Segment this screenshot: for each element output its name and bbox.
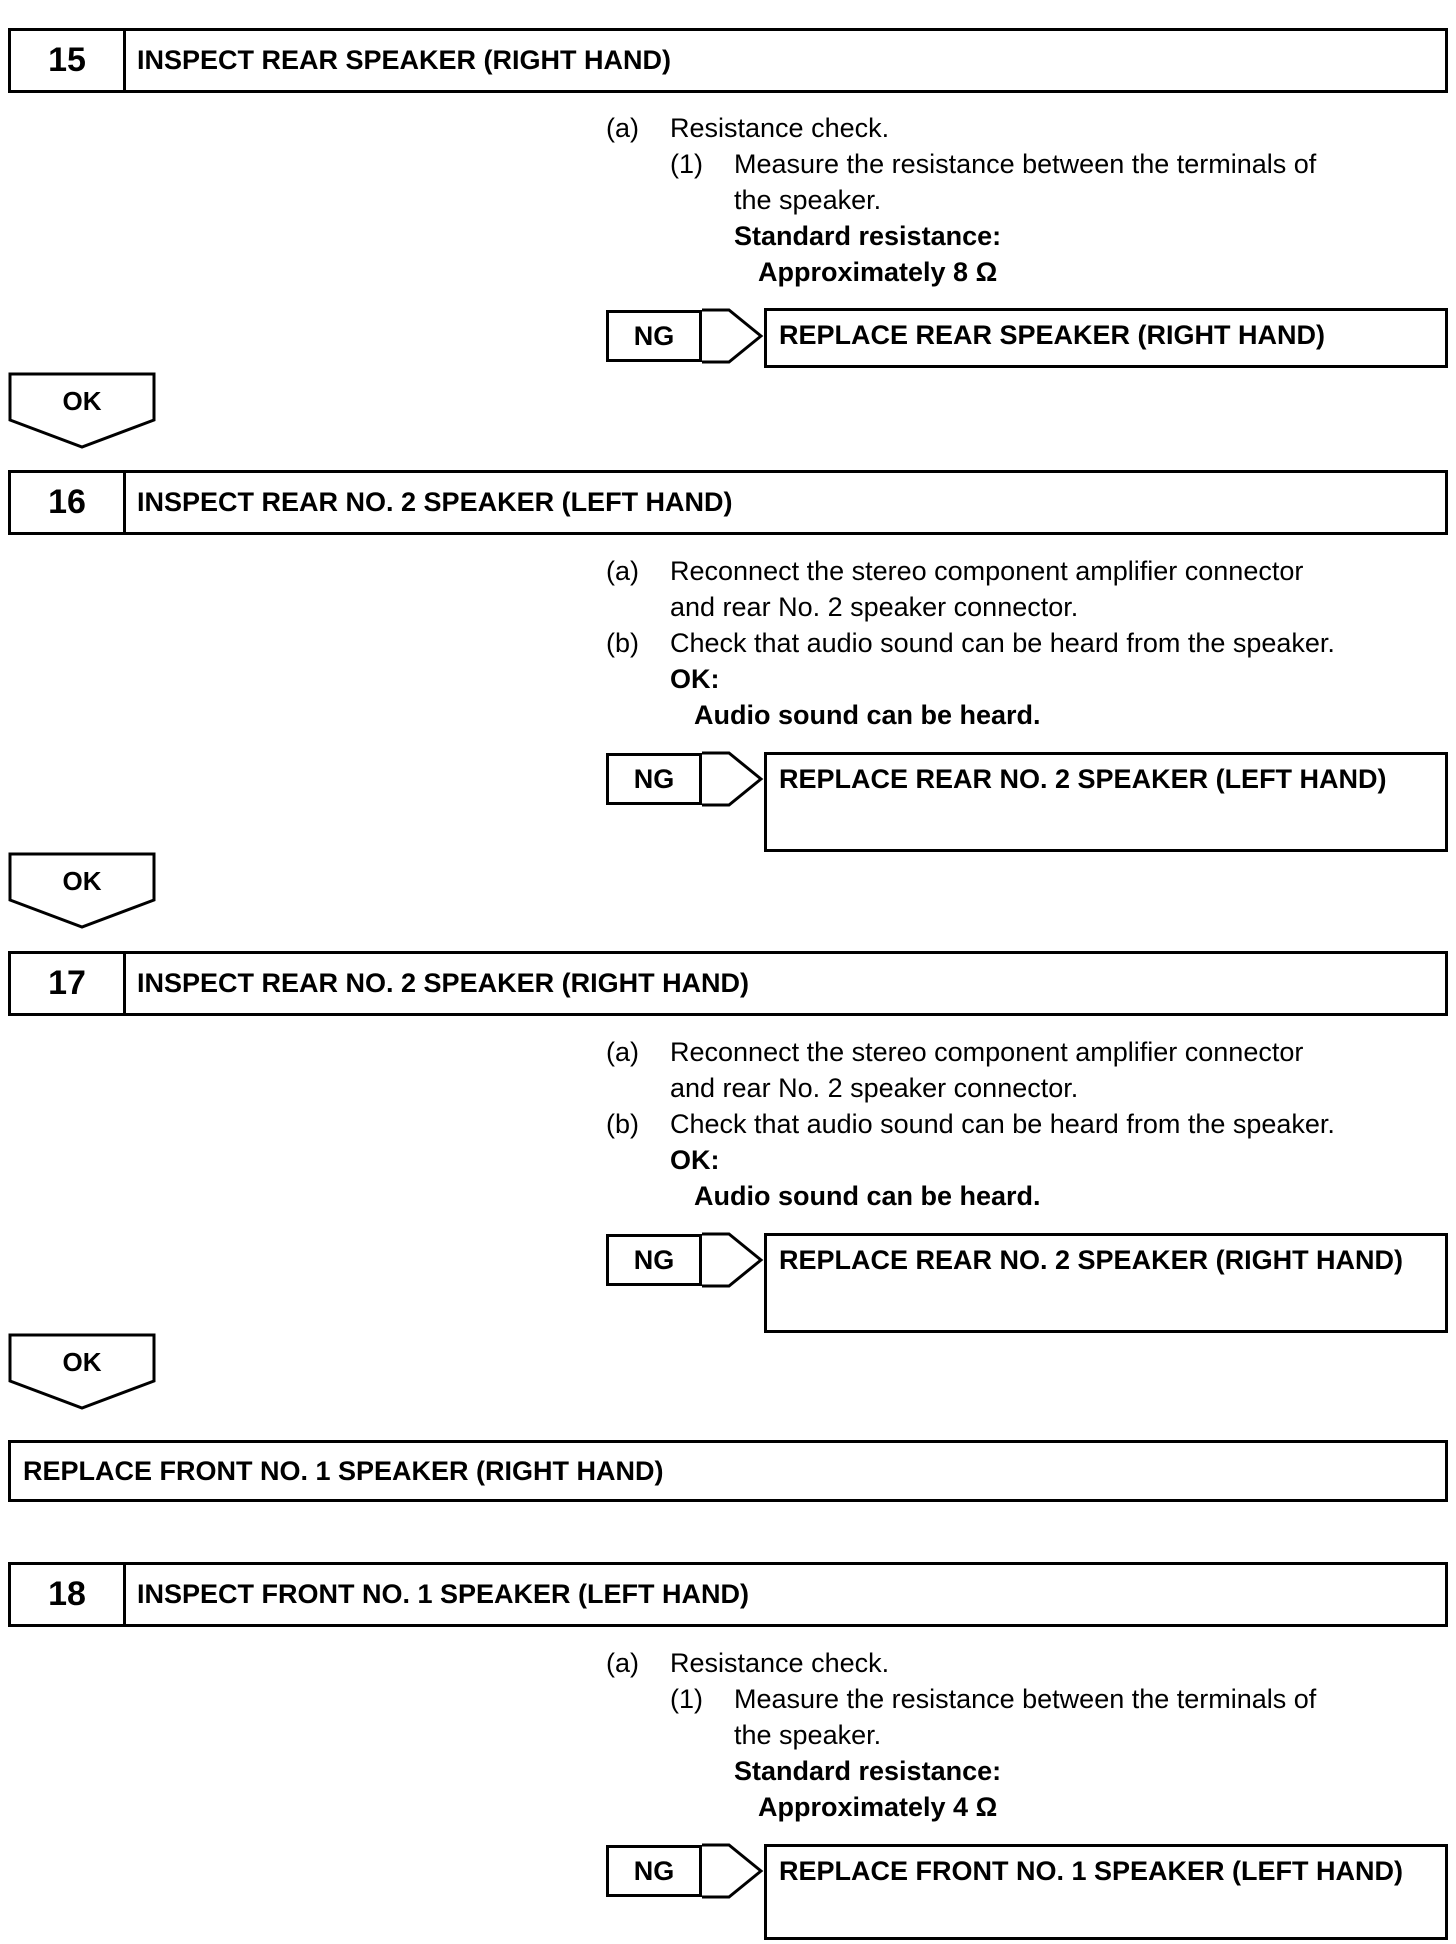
ng-action-box: REPLACE REAR NO. 2 SPEAKER (LEFT HAND) bbox=[764, 752, 1448, 852]
step-title: INSPECT REAR NO. 2 SPEAKER (LEFT HAND) bbox=[137, 487, 733, 517]
final-action-box: REPLACE FRONT NO. 1 SPEAKER (RIGHT HAND) bbox=[8, 1440, 1448, 1502]
ng-action-box: REPLACE FRONT NO. 1 SPEAKER (LEFT HAND) bbox=[764, 1844, 1448, 1940]
item-text: Measure the resistance between the terminals of bbox=[734, 149, 1317, 179]
ng-action-box: REPLACE REAR SPEAKER (RIGHT HAND) bbox=[764, 308, 1448, 368]
item-marker: (a) bbox=[606, 1037, 639, 1067]
step-number: 16 bbox=[11, 473, 126, 532]
ng-arrow-icon bbox=[699, 750, 765, 808]
ok-label: OK bbox=[62, 1347, 102, 1377]
item-text: Reconnect the stereo component amplifier connector bbox=[670, 556, 1304, 586]
spec-value: Audio sound can be heard. bbox=[694, 1181, 1041, 1211]
ng-arrow-icon bbox=[699, 1231, 765, 1289]
item-marker: (a) bbox=[606, 113, 639, 143]
item-text: Measure the resistance between the terminals of bbox=[734, 1684, 1317, 1714]
item-text: Check that audio sound can be heard from the speaker. bbox=[670, 628, 1335, 658]
step-number: 17 bbox=[11, 954, 126, 1013]
ok-label: OK bbox=[62, 866, 102, 896]
item-marker: (b) bbox=[606, 628, 639, 658]
item-text: the speaker. bbox=[734, 1720, 882, 1750]
ng-box: NG bbox=[606, 1234, 702, 1286]
spec-value: Approximately 8 Ω bbox=[758, 257, 998, 287]
item-text: and rear No. 2 speaker connector. bbox=[670, 1073, 1079, 1103]
ng-box: NG bbox=[606, 310, 702, 362]
spec-value: Approximately 4 Ω bbox=[758, 1792, 998, 1822]
sub-item-marker: (1) bbox=[670, 149, 703, 179]
item-text: Resistance check. bbox=[670, 113, 890, 143]
sub-item-marker: (1) bbox=[670, 1684, 703, 1714]
ng-box: NG bbox=[606, 1845, 702, 1897]
item-text: and rear No. 2 speaker connector. bbox=[670, 592, 1079, 622]
item-marker: (a) bbox=[606, 1648, 639, 1678]
step-18-header bbox=[8, 1562, 1448, 1627]
item-marker: (a) bbox=[606, 556, 639, 586]
spec-label: OK: bbox=[670, 664, 720, 694]
step-number: 18 bbox=[11, 1565, 126, 1624]
item-text: Resistance check. bbox=[670, 1648, 890, 1678]
step-15-header bbox=[8, 28, 1448, 93]
step-16-header bbox=[8, 470, 1448, 535]
step-17-header bbox=[8, 951, 1448, 1016]
step-title: INSPECT FRONT NO. 1 SPEAKER (LEFT HAND) bbox=[137, 1579, 750, 1609]
spec-label: Standard resistance: bbox=[734, 1756, 1002, 1786]
ng-action-box: REPLACE REAR NO. 2 SPEAKER (RIGHT HAND) bbox=[764, 1233, 1448, 1333]
step-title: INSPECT REAR SPEAKER (RIGHT HAND) bbox=[137, 45, 672, 75]
item-text: the speaker. bbox=[734, 185, 882, 215]
item-text: Check that audio sound can be heard from the speaker. bbox=[670, 1109, 1335, 1139]
ng-arrow-icon bbox=[699, 307, 765, 365]
item-text: Reconnect the stereo component amplifier connector bbox=[670, 1037, 1304, 1067]
item-marker: (b) bbox=[606, 1109, 639, 1139]
step-number: 15 bbox=[11, 31, 126, 90]
spec-label: Standard resistance: bbox=[734, 221, 1002, 251]
ng-box: NG bbox=[606, 753, 702, 805]
step-title: INSPECT REAR NO. 2 SPEAKER (RIGHT HAND) bbox=[137, 968, 750, 998]
spec-label: OK: bbox=[670, 1145, 720, 1175]
spec-value: Audio sound can be heard. bbox=[694, 700, 1041, 730]
ng-arrow-icon bbox=[699, 1842, 765, 1900]
ok-label: OK bbox=[62, 386, 102, 416]
